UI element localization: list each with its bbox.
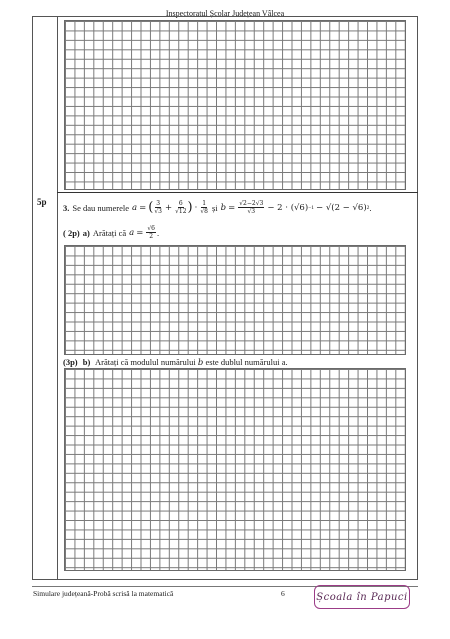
- part-a-var: a: [129, 227, 135, 238]
- fraction-2-num: 6: [178, 200, 183, 207]
- part-a-fraction-den: 2: [149, 233, 154, 240]
- part-b-var: b: [197, 358, 204, 368]
- answer-grid-part-a: [64, 245, 406, 355]
- problem-period: .: [369, 202, 372, 213]
- part-b-letter: b): [82, 357, 91, 367]
- part-a-fraction: [146, 225, 156, 240]
- fraction-2: [175, 200, 186, 215]
- part-b-prompt: [63, 357, 288, 368]
- fraction-2-den: √12: [175, 208, 187, 215]
- scoala-logo: Școala în Papuci: [314, 585, 410, 609]
- b-tail-exponent: 2: [366, 204, 370, 211]
- fraction-3: [200, 200, 208, 215]
- equals-sign-b: =: [228, 202, 236, 213]
- part-a-prompt: [63, 225, 159, 240]
- fraction-b-den: √3: [247, 208, 256, 215]
- part-a-text: Arătați că: [92, 227, 127, 238]
- problem-statement: [63, 200, 372, 215]
- part-a-equals: =: [136, 227, 144, 238]
- fraction-1-den: √3: [154, 208, 162, 215]
- fraction-b-num: √2−2√3: [239, 200, 264, 207]
- page-header: Inspectoratul Școlar Județean Vâlcea: [165, 9, 285, 18]
- part-b-text-2: este dublul numărului a.: [205, 357, 288, 367]
- and-word: și: [211, 202, 218, 213]
- var-a: a: [132, 202, 138, 213]
- footer-title: Simulare județeană-Probă scrisă la matematică: [33, 589, 174, 598]
- problem-separator: [57, 192, 418, 193]
- b-exponent: −1: [308, 204, 315, 211]
- fraction-3-num: 1: [202, 200, 207, 207]
- var-b: b: [220, 202, 227, 213]
- problem-intro: Se dau numerele: [72, 202, 130, 213]
- fraction-1-num: 3: [156, 200, 161, 207]
- part-b-points: (3p): [63, 357, 78, 367]
- page-number: 6: [281, 589, 285, 598]
- equals-sign: =: [139, 202, 147, 213]
- fraction-b: [238, 200, 264, 215]
- answer-grid-part-b: [64, 368, 406, 571]
- problem-number: 3.: [63, 202, 70, 213]
- points-column-divider: [57, 16, 58, 580]
- part-a-letter: a): [82, 227, 90, 238]
- part-b-text-1: Arătați că modulul numărului: [94, 357, 196, 367]
- b-tail-term: − √(2 − √6): [316, 202, 367, 213]
- plus-sign: +: [164, 202, 173, 213]
- fraction-1: [154, 200, 162, 215]
- dot-sign: ·: [194, 202, 198, 213]
- b-middle-term: − 2 · (√6): [267, 202, 309, 213]
- fraction-3-den: √8: [200, 208, 208, 215]
- answer-grid-top: [64, 20, 406, 190]
- part-a-fraction-num: √6: [147, 225, 155, 232]
- problem-points: 5p: [37, 197, 47, 207]
- part-a-period: .: [156, 227, 160, 238]
- paren-close: ): [187, 200, 193, 215]
- paren-open: (: [148, 200, 154, 215]
- part-a-points: ( 2p): [63, 227, 80, 238]
